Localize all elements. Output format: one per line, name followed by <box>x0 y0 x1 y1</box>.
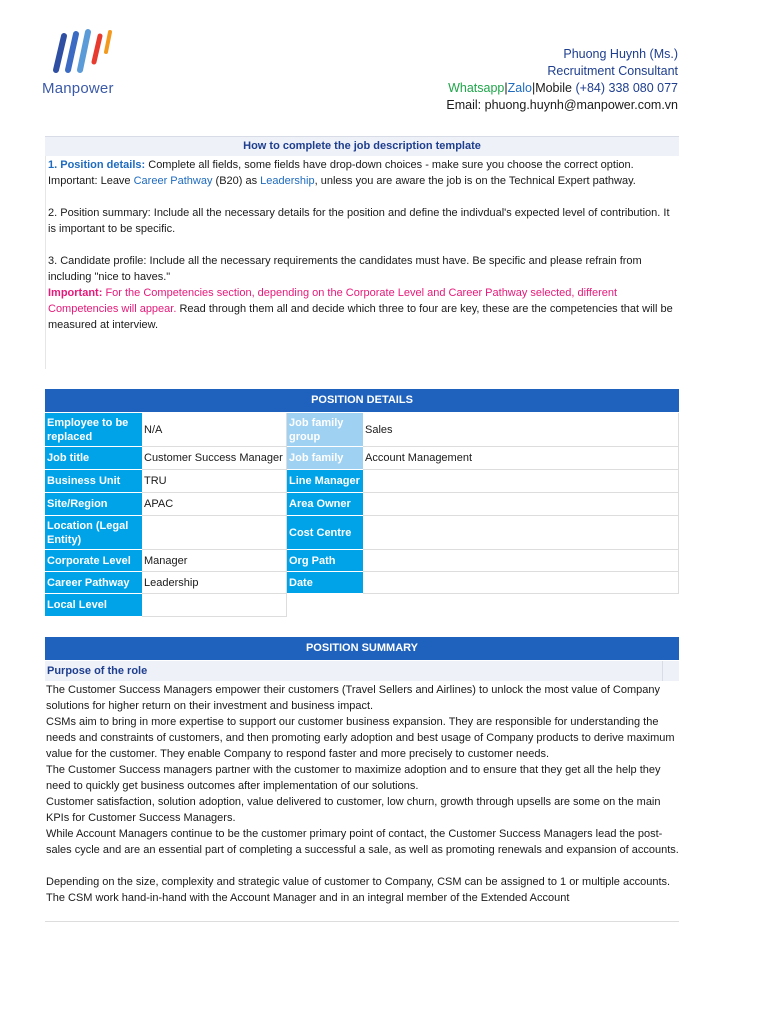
field-label: Cost Centre <box>287 516 363 550</box>
position-details-table <box>45 413 679 617</box>
field-label: Site/Region <box>45 493 142 516</box>
field-value[interactable]: Account Management <box>363 447 679 470</box>
field-label: Job title <box>45 447 142 470</box>
table-row <box>45 413 679 447</box>
field-label: Local Level <box>45 594 142 617</box>
field-label: Corporate Level <box>45 550 142 572</box>
purpose-text[interactable] <box>45 682 679 922</box>
position-details-header: POSITION DETAILS <box>45 389 679 412</box>
table-row <box>45 550 679 572</box>
contact-block <box>446 46 678 114</box>
manpower-logo <box>42 26 142 102</box>
instruction-3-text: 3. Candidate profile: Include all the necessary requirements the candidates must have. Be specific and please refrain from including "nice to haves." <box>48 255 642 283</box>
field-value[interactable]: APAC <box>142 493 287 516</box>
table-row <box>45 447 679 470</box>
instruction-1-label: 1. Position details: <box>48 159 146 171</box>
instruction-4 <box>48 285 679 333</box>
field-value[interactable]: Leadership <box>142 572 287 594</box>
field-value[interactable] <box>363 572 679 594</box>
career-pathway-ref: Career Pathway <box>133 175 213 187</box>
contact-role: Recruitment Consultant <box>547 64 678 78</box>
field-value[interactable] <box>363 470 679 493</box>
table-row <box>45 493 679 516</box>
field-value[interactable]: Sales <box>363 413 679 447</box>
field-label: Employee to be replaced <box>45 413 142 447</box>
table-row <box>45 594 679 617</box>
field-value[interactable] <box>363 516 679 550</box>
field-value[interactable]: Manager <box>142 550 287 572</box>
summary-paragraph: Depending on the size, complexity and strategic value of customer to Company, CSM can be assigned to 1 or multiple accounts. The CSM work hand-in-hand with the Account Manager and in an integral member of the Extended Account <box>46 876 671 904</box>
instruction-1b-mid: (B20) as <box>212 175 261 187</box>
contact-email[interactable]: Email: phuong.huynh@manpower.com.vn <box>446 98 678 112</box>
whatsapp-link[interactable]: Whatsapp <box>448 81 505 95</box>
mobile-number[interactable]: (+84) 338 080 077 <box>575 81 678 95</box>
table-row <box>45 572 679 594</box>
field-label: Line Manager <box>287 470 363 493</box>
field-value[interactable] <box>363 550 679 572</box>
instruction-1b-post: , unless you are aware the job is on the Technical Expert pathway. <box>314 175 636 187</box>
field-value[interactable]: Customer Success Manager <box>142 447 287 470</box>
field-label: Career Pathway <box>45 572 142 594</box>
instruction-3 <box>48 253 679 285</box>
instruction-4-label: Important: <box>48 287 103 299</box>
instruction-4-text: Read through them all and decide which three to four are key, these are the competencies that will be measured at interview. <box>48 303 673 331</box>
instruction-1-text: Complete all fields, some fields have drop-down choices - make sure you choose the correct option. <box>145 159 634 171</box>
position-summary-header: POSITION SUMMARY <box>45 637 679 660</box>
summary-paragraph: The Customer Success Managers empower their customers (Travel Sellers and Airlines) to unlock the most value of Company solutions for higher return on their investment and business impact. <box>46 684 661 712</box>
instructions-title: How to complete the job description template <box>45 136 679 156</box>
instruction-4-highlight: For the Competencies section, depending on the Corporate Level and Career Pathway selected, different Competencies will appear. <box>48 287 618 315</box>
field-value[interactable]: TRU <box>142 470 287 493</box>
separator: | <box>531 81 536 95</box>
manpower-logo-icon <box>42 26 122 76</box>
table-row <box>45 516 679 550</box>
field-label: Business Unit <box>45 470 142 493</box>
purpose-row <box>45 661 679 681</box>
table-row <box>45 470 679 493</box>
logo-wordmark: Manpower <box>42 80 114 97</box>
instruction-2: 2. Position summary: Include all the necessary details for the position and define the indivdual's expected level of contribution. It is important to be specific. <box>48 207 670 235</box>
zalo-link[interactable]: Zalo <box>507 81 532 95</box>
field-label: Job family group <box>287 413 363 447</box>
field-label: Date <box>287 572 363 594</box>
instructions-body <box>45 156 679 369</box>
field-value[interactable] <box>142 516 287 550</box>
summary-paragraph: CSMs aim to bring in more expertise to support our customer business expansion. They are responsible for understanding the needs and constraints of customers, and then promoting early adoption and best usage of Company products to derive maximum value for the customer. They enable Company to respond faster and more precisely to customer needs. <box>46 716 675 760</box>
field-label: Area Owner <box>287 493 363 516</box>
contact-name: Phuong Huynh (Ms.) <box>563 47 678 61</box>
instruction-1 <box>48 157 679 173</box>
contact-phone-line <box>446 80 678 97</box>
mobile-label: Mobile <box>535 81 576 95</box>
field-label: Org Path <box>287 550 363 572</box>
field-value[interactable]: N/A <box>142 413 287 447</box>
purpose-heading: Purpose of the role <box>45 661 663 681</box>
field-value[interactable] <box>363 493 679 516</box>
separator: | <box>504 81 508 95</box>
field-label: Location (Legal Entity) <box>45 516 142 550</box>
summary-paragraph: Customer satisfaction, solution adoption, value delivered to customer, low churn, growth through upsells are some on the main KPIs for Customer Success Managers. <box>46 796 661 824</box>
leadership-ref: Leadership <box>260 175 315 187</box>
field-value[interactable] <box>142 594 287 617</box>
instructions-box <box>45 136 679 372</box>
instruction-1b <box>48 173 679 189</box>
summary-paragraph: The Customer Success managers partner with the customer to maximize adoption and to ensure that they get all the help they need to quickly get business outcomes after implementation of our solutions. <box>46 764 661 792</box>
field-label: Job family <box>287 447 363 470</box>
instruction-1b-pre: Important: Leave <box>48 175 134 187</box>
summary-paragraph: While Account Managers continue to be the customer primary point of contact, the Customer Success Managers lead the post-sales cycle and are an essential part of completing a successful a sale, as well as promoting renewals and expansion of accounts. <box>46 828 679 856</box>
